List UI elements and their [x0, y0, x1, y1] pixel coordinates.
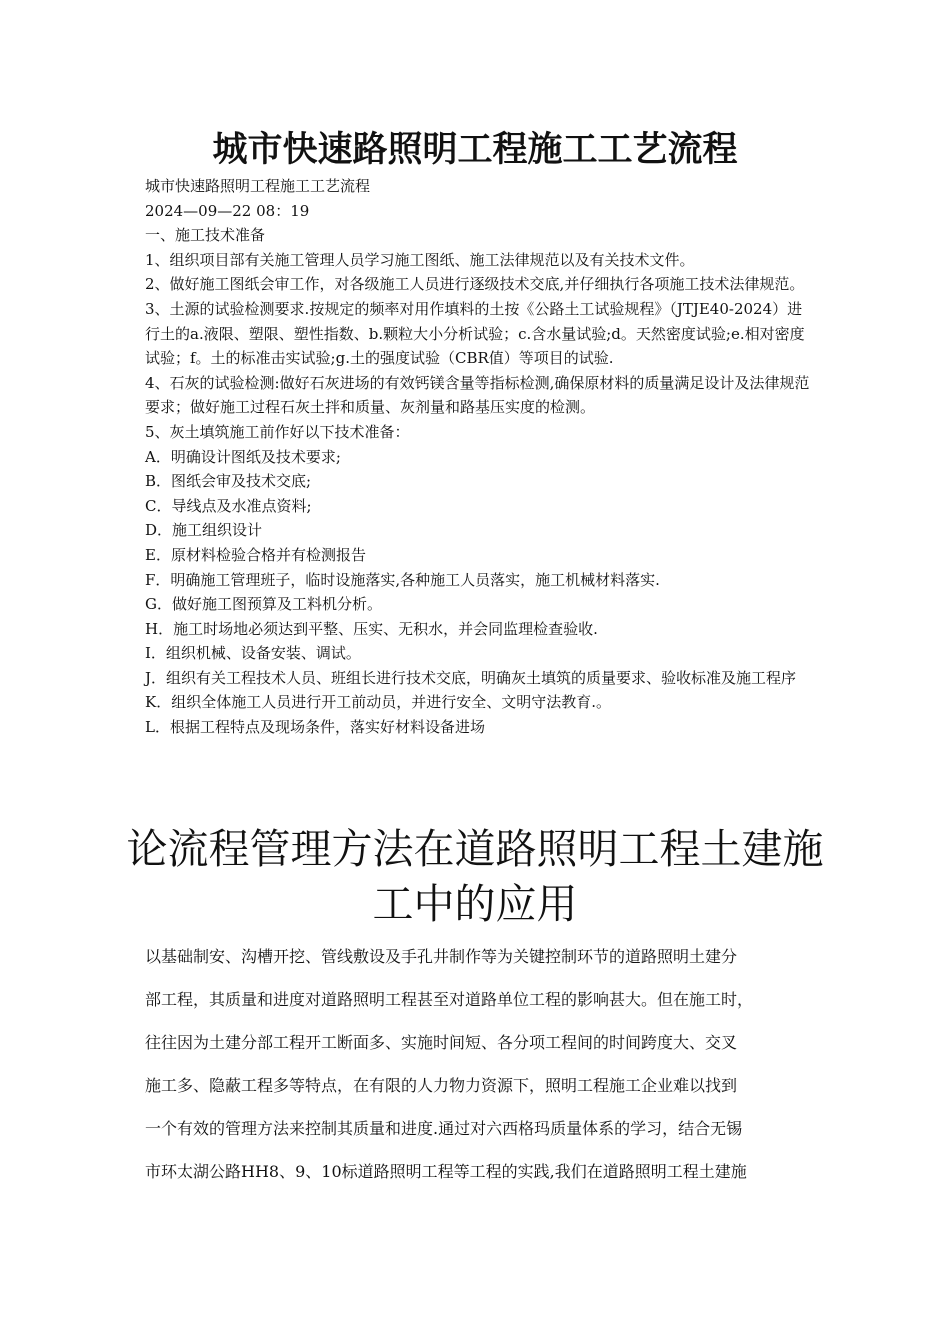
list-item: G．做好施工图预算及工料机分析。 — [145, 595, 382, 614]
document-title: 城市快速路照明工程施工工艺流程 — [212, 129, 738, 170]
article-body — [145, 935, 815, 1193]
article-line: 一个有效的管理方法来控制其质量和进度.通过对六西格玛质量体系的学习，结合无锡 — [145, 1119, 743, 1138]
list-item: B．图纸会审及技术交底; — [145, 472, 312, 491]
list-item: J．组织有关工程技术人员、班组长进行技术交底，明确灰土填筑的质量要求、验收标准及施工程序 — [145, 668, 797, 687]
list-item: C．导线点及水准点资料; — [145, 496, 312, 515]
list-item: H．施工时场地必须达到平整、压实、无积水，并会同监理检查验收. — [145, 619, 598, 638]
list-item: F．明确施工管理班子，临时设施落实,各种施工人员落实，施工机械材料落实. — [145, 570, 660, 589]
document-body — [145, 174, 815, 740]
body-line: 城市快速路照明工程施工工艺流程 — [145, 177, 371, 195]
body-paragraph: 4、石灰的试验检测:做好石灰进场的有效钙镁含量等指标检测,确保原材料的质量满足设计及法律规范要求；做好施工过程石灰土拌和质量、灰剂量和路基压实度的检测。 — [145, 373, 810, 417]
list-item: K．组织全体施工人员进行开工前动员，并进行安全、文明守法教育.。 — [145, 693, 611, 712]
section-heading: 一、施工技术准备 — [145, 226, 266, 245]
list-item: A．明确设计图纸及技术要求; — [145, 447, 341, 466]
article-line: 部工程，其质量和进度对道路照明工程甚至对道路单位工程的影响甚大。但在施工时， — [145, 990, 754, 1009]
list-item: E．原材料检验合格并有检测报告 — [145, 545, 366, 564]
list-item: I．组织机械、设备安装、调试。 — [145, 644, 361, 663]
list-item: D．施工组织设计 — [145, 521, 263, 540]
body-paragraph: 1、组织项目部有关施工管理人员学习施工图纸、施工法律规范以及有关技术文件。 — [145, 250, 695, 269]
article-line: 往往因为土建分部工程开工断面多、实施时间短、各分项工程间的时间跨度大、交叉 — [145, 1033, 738, 1052]
article-line: 市环太湖公路HH8、9、10标道路照明工程等工程的实践,我们在道路照明工程土建施 — [145, 1162, 747, 1181]
body-paragraph: 2、做好施工图纸会审工作，对各级施工人员进行逐级技术交底,并仔细执行各项施工技术法律规范。 — [145, 275, 805, 294]
list-item: L．根据工程特点及现场条件，落实好材料设备进场 — [145, 718, 485, 737]
body-paragraph: 3、土源的试验检测要求.按规定的频率对用作填料的土按《公路土工试验规程》（JTJE40-2024）进行土的a.液限、塑限、塑性指数、b.颗粒大小分析试验；c.含水量试验;d。天然密度试验;e.相对密度试验；f。土的标准击实试验;g.土的强度试验（CBR值）等项目的试验. — [145, 299, 805, 368]
article-line: 以基础制安、沟槽开挖、管线敷设及手孔井制作等为关键控制环节的道路照明土建分 — [145, 947, 738, 966]
section-title: 论流程管理方法在道路照明工程土建施工中的应用 — [126, 825, 824, 928]
body-line: 2024—09—22 08：19 — [145, 201, 310, 220]
body-paragraph: 5、灰土填筑施工前作好以下技术准备： — [145, 422, 410, 441]
article-line: 施工多、隐蔽工程多等特点，在有限的人力物力资源下，照明工程施工企业难以找到 — [145, 1076, 738, 1095]
